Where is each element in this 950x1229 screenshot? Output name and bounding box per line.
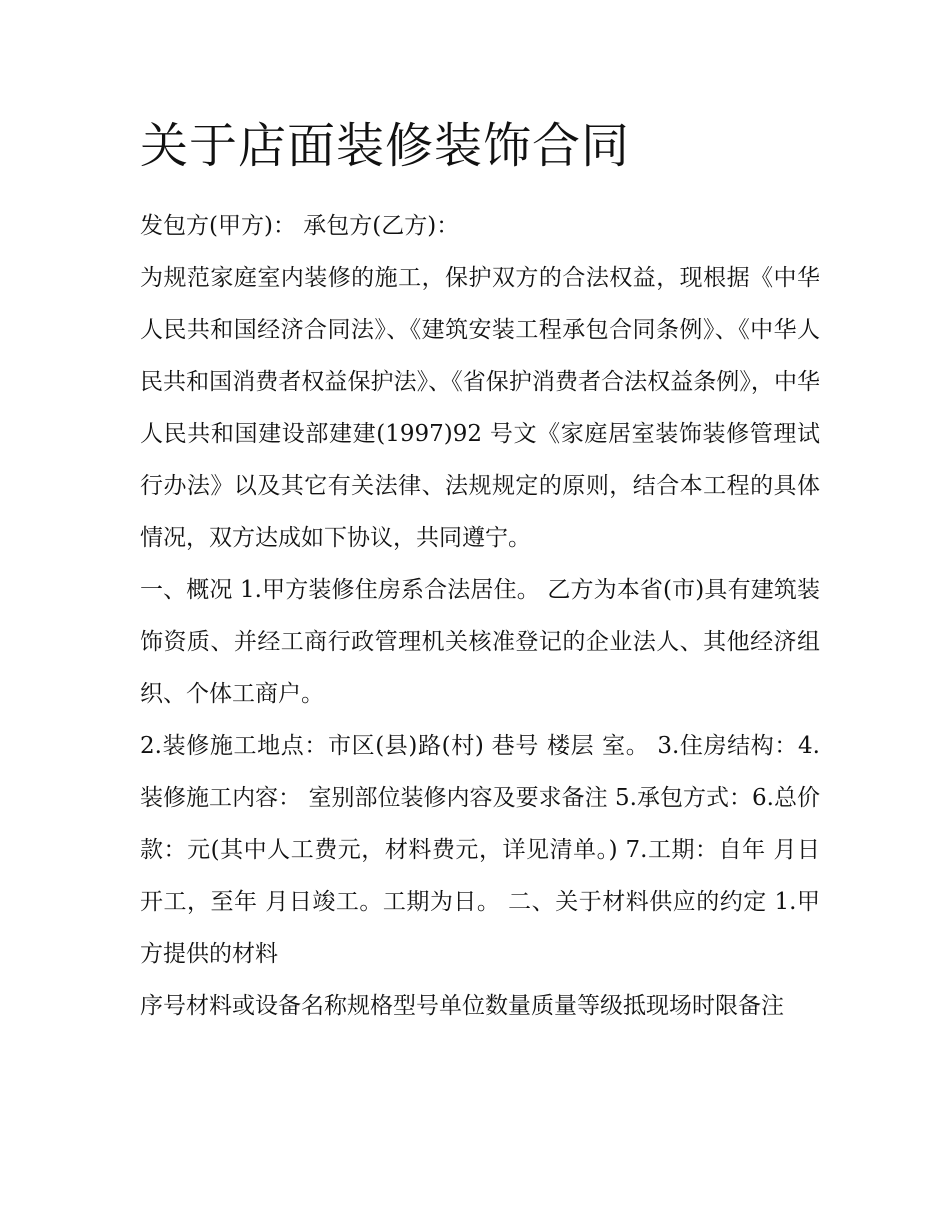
document-title: 关于店面装修装饰合同 bbox=[140, 118, 631, 174]
material-table-header: 序号材料或设备名称规格型号单位数量质量等级抵现场时限备注 bbox=[140, 993, 784, 1019]
preamble-paragraph: 为规范家庭室内装修的施工，保护双方的合法权益，现根据《中华人民共和国经济合同法》、《建筑安装工程承包合同条例》、《中华人民共和国消费者权益保护法》、《省保护消费者合法权益条例》，中华人民共和国建设部建建(1997)92 号文《家庭居室装饰装修管理试行办法》以及其它有关法律、法规规定的原则，结合本工程的具体情况，双方达成如下协议，共同遵宁。 bbox=[140, 265, 820, 551]
parties-line: 发包方(甲方)： 承包方(乙方)： bbox=[140, 213, 460, 239]
document-body bbox=[140, 112, 820, 1032]
terms-paragraph: 2.装修施工地点：市区(县)路(村) 巷号 楼层 室。 3.住房结构：4.装修施工内容： 室别部位装修内容及要求备注 5.承包方式：6.总价款：元(其中人工费元，材料费元，详见清单。) 7.工期：自年 月日开工，至年 月日竣工。工期为日。 二、关于材料供应的约定 1.甲方提供的材料 bbox=[140, 733, 820, 967]
overview-paragraph: 一、概况 1.甲方装修住房系合法居住。 乙方为本省(市)具有建筑装饰资质、并经工商行政管理机关核准登记的企业法人、其他经济组织、个体工商户。 bbox=[140, 577, 820, 707]
